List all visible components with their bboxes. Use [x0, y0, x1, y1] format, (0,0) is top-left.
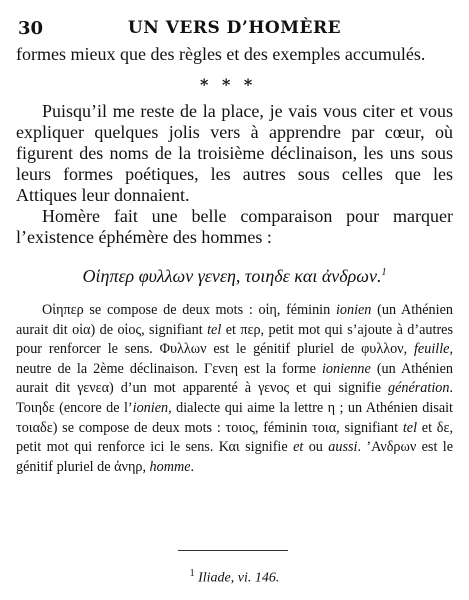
- footnote-mark: 1: [189, 568, 195, 579]
- footnote-rule: [178, 550, 288, 551]
- running-title: UN VERS D’HOMÈRE: [127, 18, 342, 38]
- paragraph-3: Homère fait une belle comparaison pour marquer l’existence éphémère des hommes :: [16, 206, 453, 247]
- separator-stars: * * *: [200, 75, 257, 94]
- verse-text: Οἱηπερ φυλλων γενεη, τοιηδε και ἀνδρων.: [82, 266, 382, 286]
- page: [16, 18, 453, 477]
- footnote-text: Iliade, vi. 146.: [194, 570, 280, 586]
- footnote-reference: 1: [381, 267, 387, 278]
- section-separator: [16, 71, 453, 101]
- verse-commentary: Οἱηπερ se compose de deux mots : οἱη, féminin ionien (un Athénien aurait dit οἱα) de οἱος, signifiant tel et περ, petit mot qui s’ajoute à d’autres pour renforcer le sens. Φυλλων est le génitif pluriel de φυλλον, feuille, neutre de la 2ème déclinaison. Γενεη est la forme ionienne (un Athénien aurait dit γενεα) d’un mot apparenté à γενος et qui signifie génération. Τοιηδε (encore de l’ionien, dialecte qui aime la lettre η ; un Athénien disait τοιαδε) se compose de deux mots : τοιος, féminin τοια, signifiant tel et δε, petit mot qui renforce ici le sens. Και signifie et ou aussi. ’Ανδρων est le génitif pluriel de ἀνηρ, homme.: [16, 302, 454, 475]
- running-header: [16, 18, 453, 44]
- greek-verse: [16, 266, 453, 287]
- paragraph-1: formes mieux que des règles et des exemples accumulés.: [16, 44, 426, 64]
- paragraph-2: Puisqu’il me reste de la place, je vais vous citer et vous expliquer quelques jolis vers à apprendre par cœur, où figurent des noms de la troisième déclinaison, les uns sous leurs formes poétiques, les autres sous celles que les Attiques leur donnaient.: [16, 101, 453, 205]
- page-number: 30: [18, 18, 44, 39]
- footnote: [0, 568, 469, 587]
